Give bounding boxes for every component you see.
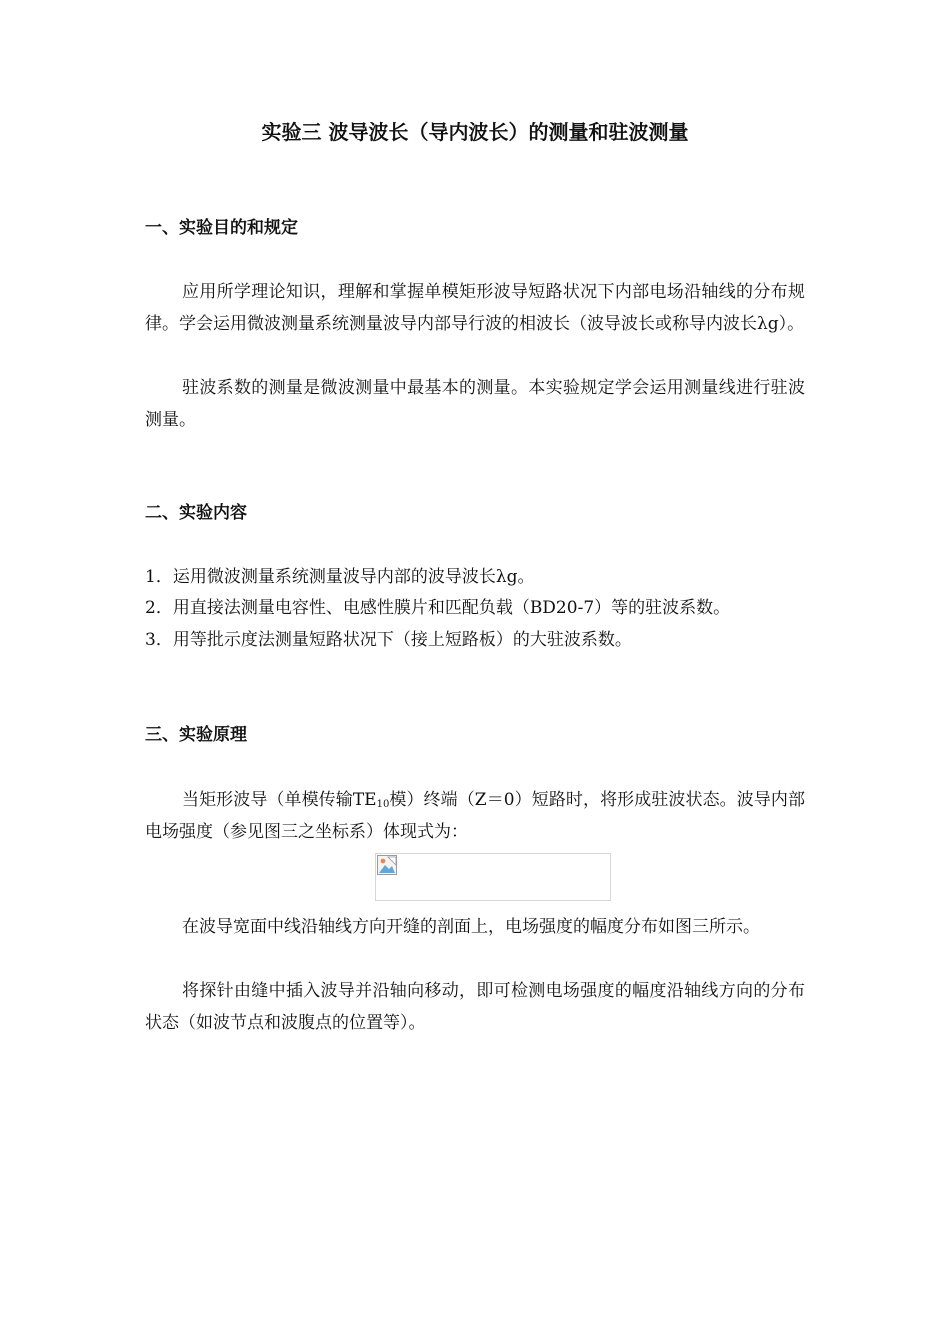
- mode-subscript: 10: [376, 799, 390, 810]
- section-heading-principle: 三、实验原理: [145, 725, 247, 745]
- section-heading-purpose: 一、实验目的和规定: [145, 218, 298, 238]
- purpose-paragraph-2: 驻波系数的测量是微波测量中最基本的测量。本实验规定学会运用测量线进行驻波测量。: [145, 378, 805, 430]
- principle-text-before: 当矩形波导（单模传输TE: [182, 790, 377, 810]
- broken-image-icon: [377, 855, 397, 875]
- principle-paragraph-1: [145, 784, 805, 848]
- principle-paragraph-2: 在波导宽面中线沿轴线方向开缝的剖面上，电场强度的幅度分布如图三所示。: [182, 917, 760, 937]
- section-heading-content: 二、实验内容: [145, 503, 247, 523]
- principle-paragraph-3: 将探针由缝中插入波导并沿轴向移动，即可检测电场强度的幅度沿轴线方向的分布状态（如波节点和波腹点的位置等）。: [145, 981, 805, 1033]
- content-item-2: 2．用直接法测量电容性、电感性膜片和匹配负载（BD20-7）等的驻波系数。: [145, 598, 731, 618]
- page-title: 实验三 波导波长（导内波长）的测量和驻波测量: [261, 120, 689, 144]
- content-item-3: 3．用等批示度法测量短路状况下（接上短路板）的大驻波系数。: [145, 630, 632, 650]
- principle-text-after: 模）终端（Z＝0）短路时，将形成驻波状态。波导内部电场强度（参见图三之坐标系）体现式为：: [145, 790, 805, 842]
- content-item-1: 1．运用微波测量系统测量波导内部的波导波长λg。: [145, 567, 535, 587]
- purpose-paragraph-1: 应用所学理论知识，理解和掌握单模矩形波导短路状况下内部电场沿轴线的分布规律。学会运用微波测量系统测量波导内部导行波的相波长（波导波长或称导内波长λg）。: [145, 282, 805, 334]
- formula-image: [375, 853, 611, 901]
